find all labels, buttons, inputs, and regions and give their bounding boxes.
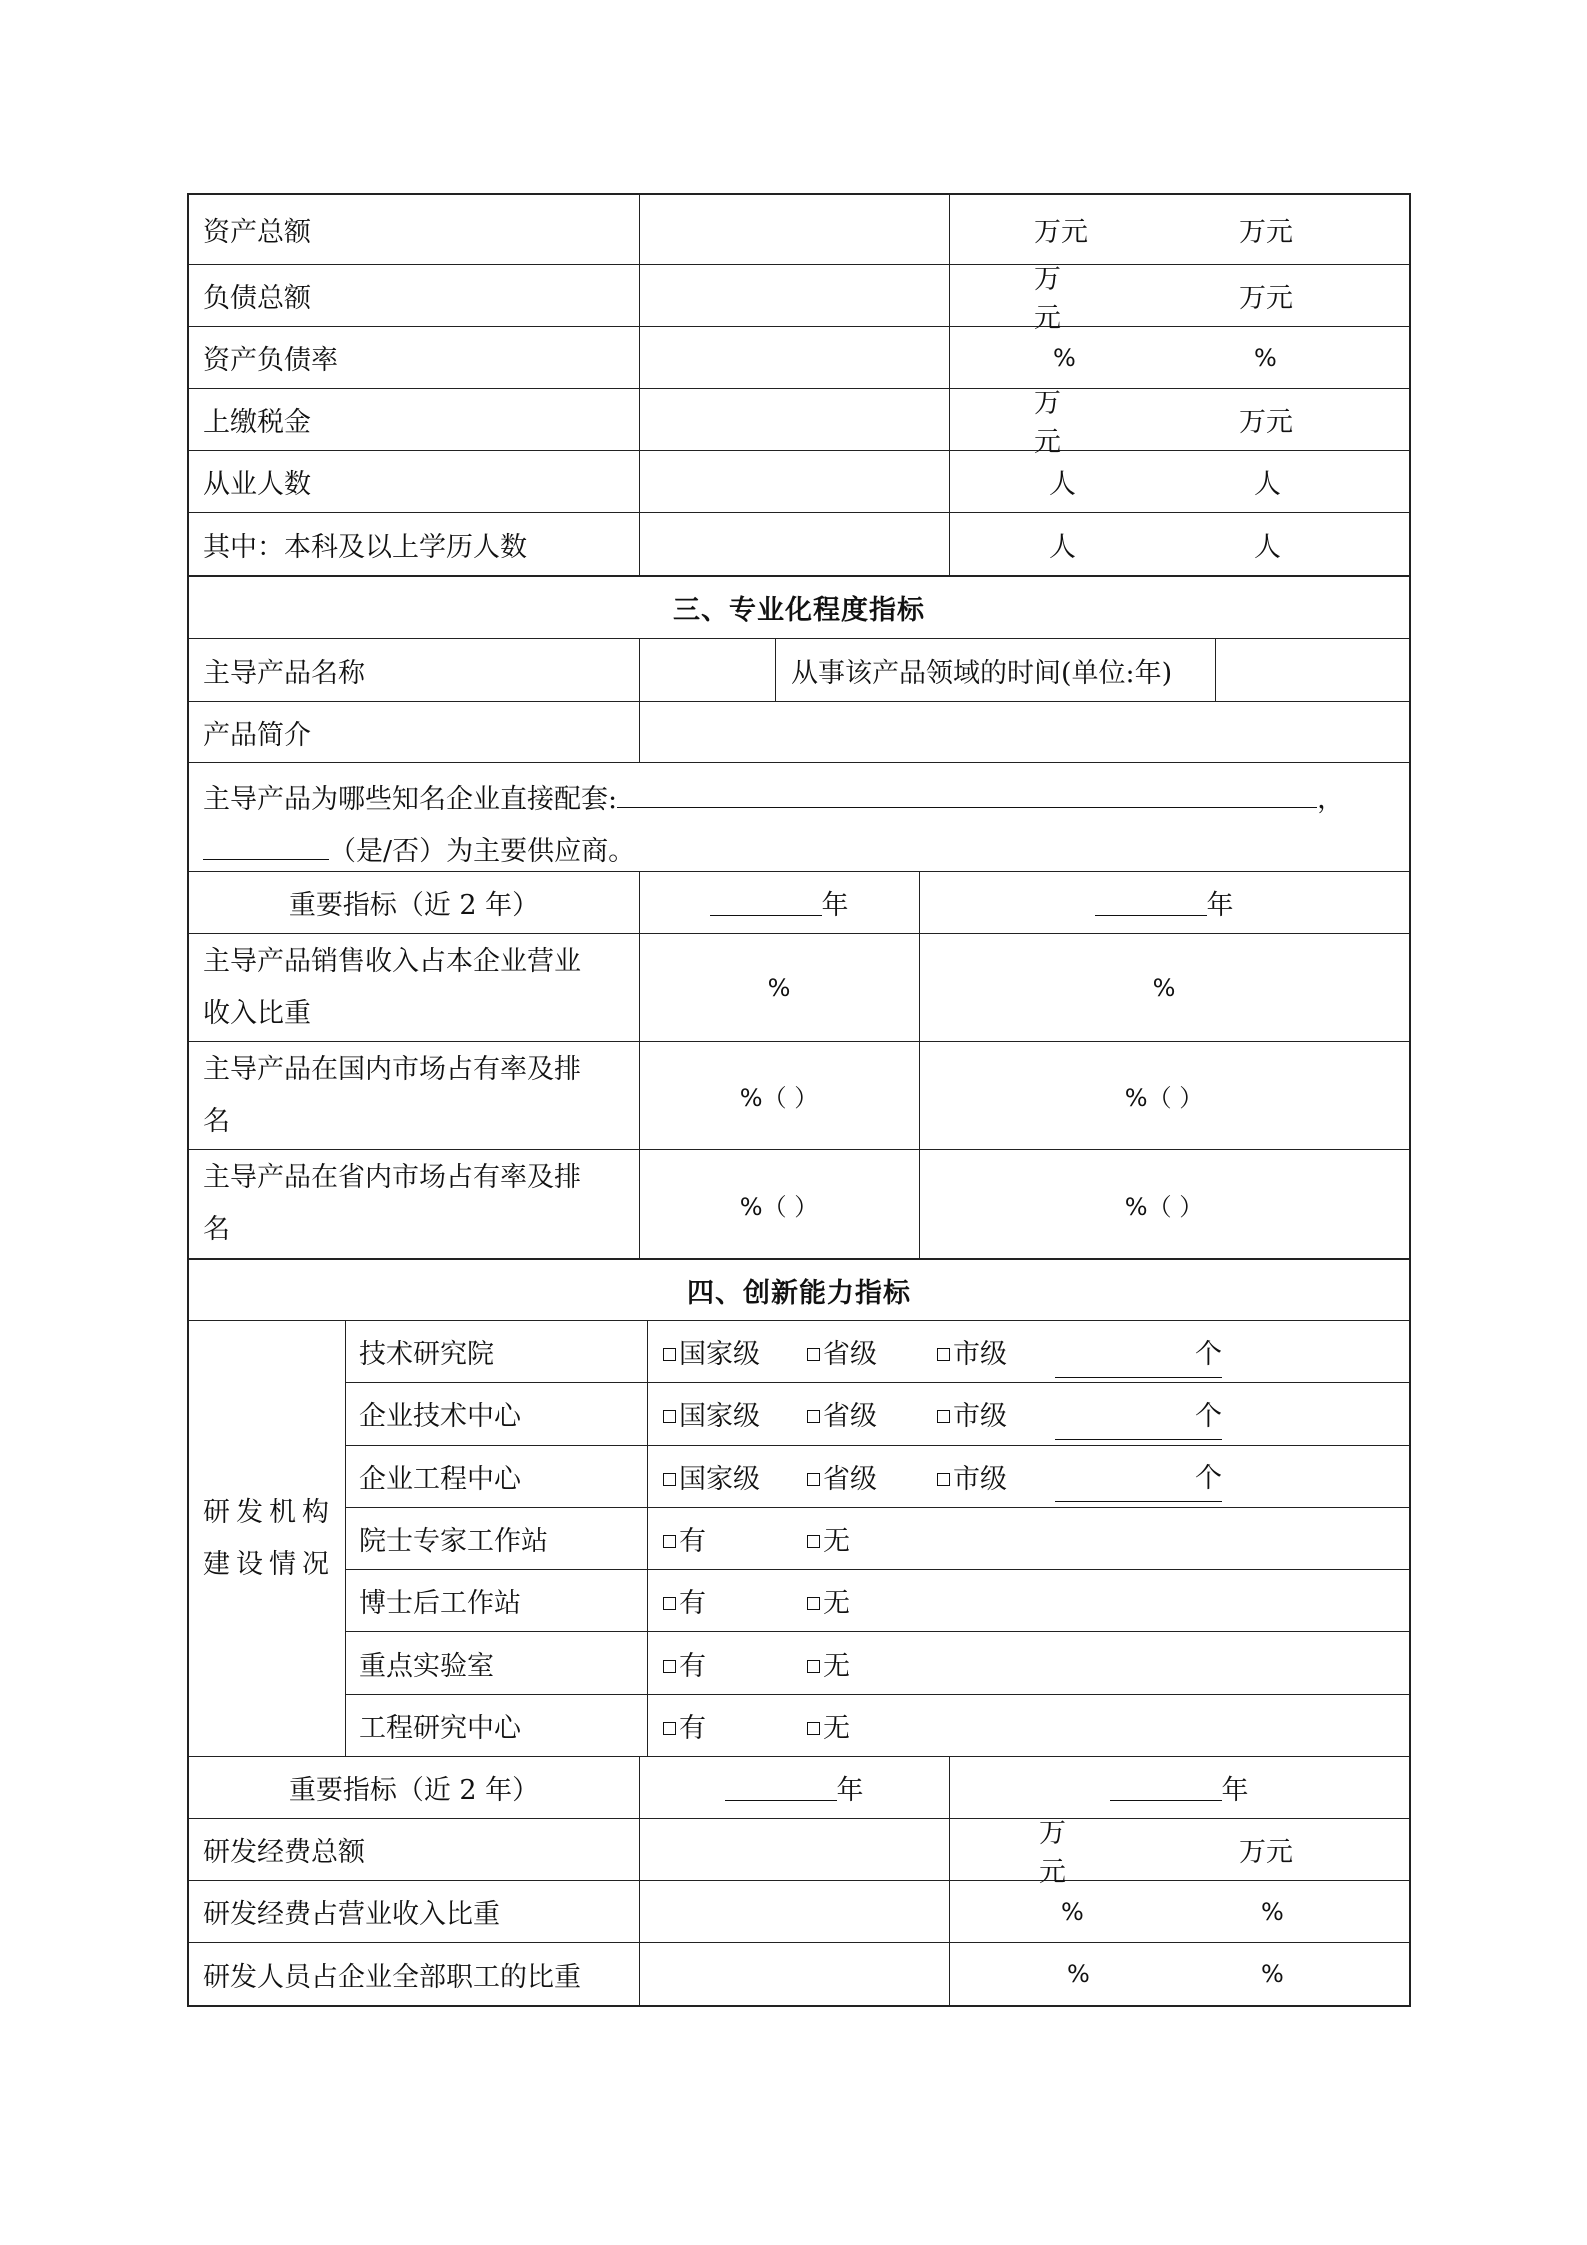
- unit-text: 万元: [1239, 283, 1293, 314]
- rd-row: [345, 1632, 1409, 1694]
- year-cell: [639, 1757, 949, 1818]
- checkbox-icon[interactable]: [663, 1660, 676, 1673]
- unit-text: 人: [1049, 469, 1076, 500]
- rd-row: [345, 1695, 1409, 1757]
- option-label: 国家级: [679, 1339, 760, 1371]
- option-label: 无: [823, 1525, 850, 1557]
- checkbox-icon[interactable]: [807, 1597, 820, 1610]
- unit-text: 万元: [1034, 217, 1088, 248]
- indicator-header: 重要指标（近 2 年）: [288, 890, 540, 921]
- option-label: 国家级: [679, 1463, 760, 1495]
- main-supplier-field[interactable]: [203, 833, 329, 860]
- row-label-line: 主导产品在省内市场占有率及排: [203, 1162, 581, 1193]
- count-unit: 个: [1195, 1338, 1222, 1370]
- table-row: [189, 702, 1409, 763]
- rd-block: [189, 1321, 1409, 1757]
- checkbox-icon[interactable]: [807, 1410, 820, 1423]
- option-yes[interactable]: [663, 1632, 706, 1693]
- option-national[interactable]: [663, 1321, 760, 1382]
- rd-row-name: 技术研究院: [359, 1339, 494, 1371]
- row-label: [189, 934, 639, 1041]
- option-municipal[interactable]: [937, 1446, 1007, 1507]
- rd-row-name: 院士专家工作站: [359, 1525, 548, 1557]
- unit-text: 人: [1254, 469, 1281, 500]
- table-row: [189, 513, 1409, 575]
- option-municipal[interactable]: [937, 1321, 1007, 1382]
- value-cell: %（ ）: [739, 1192, 819, 1221]
- option-label: 省级: [823, 1463, 877, 1495]
- option-national[interactable]: [663, 1446, 760, 1507]
- checkbox-icon[interactable]: [663, 1535, 676, 1548]
- option-no[interactable]: [807, 1508, 850, 1569]
- row-label: 资产总额: [203, 217, 311, 248]
- year-field[interactable]: [725, 1774, 837, 1801]
- rd-row: [345, 1446, 1409, 1508]
- table-row: [189, 639, 1409, 702]
- checkbox-icon[interactable]: [937, 1410, 950, 1423]
- checkbox-icon[interactable]: [807, 1348, 820, 1361]
- checkbox-icon[interactable]: [807, 1722, 820, 1735]
- rd-row-name: 重点实验室: [359, 1650, 494, 1682]
- supply-line-2-text: （是/否）为主要供应商。: [329, 836, 636, 867]
- table-row: [189, 327, 1409, 389]
- unit-text: %: [1254, 343, 1277, 372]
- year-field[interactable]: [1095, 889, 1207, 916]
- option-label: 有: [679, 1588, 706, 1620]
- count-unit: 个: [1195, 1463, 1222, 1495]
- rd-label-line: 建设情况: [203, 1548, 335, 1580]
- table-row: [189, 1042, 1409, 1150]
- value-cell: %: [767, 973, 791, 1002]
- indicator-header-row: [189, 872, 1409, 934]
- supply-customers-field[interactable]: [617, 781, 1317, 808]
- product-name-label: 主导产品名称: [203, 657, 365, 689]
- year-field[interactable]: [710, 889, 822, 916]
- row-label: [189, 1150, 639, 1258]
- row-label: 研发经费占营业收入比重: [203, 1899, 500, 1930]
- unit-text: 万元: [1034, 263, 1061, 334]
- row-label-line: 名: [203, 1105, 230, 1137]
- option-provincial[interactable]: [807, 1383, 877, 1444]
- table-row: [189, 195, 1409, 265]
- option-label: 省级: [823, 1339, 877, 1371]
- year-cell: [949, 1757, 1409, 1818]
- product-name-field[interactable]: [639, 639, 775, 701]
- section-header-row: [189, 577, 1409, 639]
- specialization-section: [187, 577, 1411, 1260]
- rd-rows: [345, 1321, 1409, 1756]
- option-national[interactable]: [663, 1383, 760, 1444]
- section-title: 三、专业化程度指标: [673, 595, 925, 626]
- count-cell: [1055, 1321, 1222, 1382]
- unit-text: %: [1261, 1897, 1284, 1926]
- value-cell: %（ ）: [1124, 1084, 1204, 1112]
- table-row: [189, 387, 1409, 458]
- row-label-line: 主导产品在国内市场占有率及排: [203, 1053, 581, 1085]
- indicator-header: 重要指标（近 2 年）: [288, 1775, 540, 1806]
- checkbox-icon[interactable]: [663, 1597, 676, 1610]
- checkbox-icon[interactable]: [807, 1660, 820, 1673]
- rd-row: [345, 1508, 1409, 1570]
- checkbox-icon[interactable]: [663, 1410, 676, 1423]
- option-label: 市级: [953, 1463, 1007, 1495]
- count-cell: [1055, 1383, 1222, 1444]
- unit-text: 万元: [1239, 407, 1293, 438]
- rd-label-line: 研发机构: [203, 1496, 335, 1528]
- row-label: [189, 1042, 639, 1149]
- option-label: 无: [823, 1713, 850, 1745]
- unit-text: 人: [1254, 531, 1281, 563]
- option-label: 有: [679, 1713, 706, 1745]
- checkbox-icon[interactable]: [663, 1348, 676, 1361]
- checkbox-icon[interactable]: [663, 1473, 676, 1486]
- value-cell: %（ ）: [1124, 1192, 1204, 1221]
- rd-row-name: 工程研究中心: [359, 1713, 521, 1745]
- option-label: 无: [823, 1650, 850, 1682]
- option-no[interactable]: [807, 1632, 850, 1693]
- year-cell: [639, 872, 919, 933]
- supply-comma: ，: [1317, 784, 1345, 815]
- unit-text: 万元: [1034, 387, 1061, 458]
- unit-text: %: [1261, 1960, 1284, 1988]
- unit-text: 人: [1049, 531, 1076, 563]
- option-label: 省级: [823, 1401, 877, 1433]
- row-label: 其中：本科及以上学历人数: [203, 531, 527, 563]
- option-no[interactable]: [807, 1695, 850, 1757]
- option-label: 市级: [953, 1401, 1007, 1433]
- row-label: 负债总额: [203, 283, 311, 314]
- checkbox-icon[interactable]: [937, 1348, 950, 1361]
- value-cell: %: [1152, 973, 1176, 1002]
- table-row: [189, 1943, 1409, 2005]
- checkbox-icon[interactable]: [937, 1473, 950, 1486]
- option-label: 市级: [953, 1339, 1007, 1371]
- count-field[interactable]: [1055, 1400, 1222, 1440]
- table-row: [189, 1881, 1409, 1943]
- count-field[interactable]: [1055, 1462, 1222, 1502]
- unit-text: 万元: [1039, 1817, 1066, 1888]
- table-row: [189, 1150, 1409, 1258]
- supply-line-2: [203, 829, 635, 868]
- checkbox-icon[interactable]: [807, 1473, 820, 1486]
- row-label: 上缴税金: [203, 407, 311, 438]
- unit-text: %: [1061, 1897, 1084, 1926]
- supply-text: 主导产品为哪些知名企业直接配套:: [203, 784, 618, 815]
- year-suffix: 年: [821, 890, 849, 921]
- table-row: [189, 263, 1409, 334]
- option-provincial[interactable]: [807, 1446, 877, 1507]
- innovation-section: [187, 1260, 1411, 2007]
- count-cell: [1055, 1446, 1222, 1507]
- row-label-line: 名: [203, 1214, 230, 1245]
- option-label: 有: [679, 1650, 706, 1682]
- supply-row: [189, 763, 1409, 872]
- unit-text: %: [1067, 1960, 1090, 1988]
- rd-row-name: 博士后工作站: [359, 1588, 521, 1620]
- product-intro-field[interactable]: [639, 702, 1409, 762]
- unit-text: 万元: [1239, 1837, 1293, 1868]
- table-row: [189, 451, 1409, 513]
- option-yes[interactable]: [663, 1508, 706, 1569]
- option-label: 有: [679, 1525, 706, 1557]
- product-intro-label: 产品简介: [203, 719, 311, 751]
- form-page: [187, 193, 1411, 2007]
- count-field[interactable]: [1055, 1338, 1222, 1378]
- year-suffix: 年: [1221, 1775, 1249, 1806]
- option-provincial[interactable]: [807, 1321, 877, 1382]
- row-label: 从业人数: [203, 469, 311, 500]
- unit-text: 万元: [1239, 217, 1293, 248]
- unit-text: %: [1053, 343, 1076, 372]
- year-field[interactable]: [1110, 1774, 1222, 1801]
- rd-row-name: 企业工程中心: [359, 1463, 521, 1495]
- financial-section: [187, 193, 1411, 577]
- option-municipal[interactable]: [937, 1383, 1007, 1444]
- rd-row: [345, 1383, 1409, 1445]
- indicator-header-row: [189, 1757, 1409, 1819]
- checkbox-icon[interactable]: [663, 1722, 676, 1735]
- option-label: 无: [823, 1588, 850, 1620]
- year-suffix: 年: [836, 1775, 864, 1806]
- table-row: [189, 1817, 1409, 1888]
- row-label-line: 收入比重: [203, 997, 311, 1029]
- option-yes[interactable]: [663, 1695, 706, 1757]
- option-no[interactable]: [807, 1570, 850, 1631]
- checkbox-icon[interactable]: [807, 1535, 820, 1548]
- value-cell: %（ ）: [739, 1084, 819, 1112]
- row-label: 资产负债率: [203, 345, 338, 376]
- row-label: 研发人员占企业全部职工的比重: [203, 1961, 581, 1993]
- rd-row-name: 企业技术中心: [359, 1401, 521, 1433]
- year-cell: [919, 872, 1409, 933]
- years-in-field-label: 从事该产品领域的时间(单位:年): [791, 657, 1173, 689]
- rd-row: [345, 1321, 1409, 1383]
- year-suffix: 年: [1206, 890, 1234, 921]
- section-title: 四、创新能力指标: [687, 1277, 911, 1309]
- rd-row: [345, 1570, 1409, 1632]
- table-row: [189, 934, 1409, 1042]
- count-unit: 个: [1195, 1400, 1222, 1432]
- option-label: 国家级: [679, 1401, 760, 1433]
- row-label-line: 主导产品销售收入占本企业营业: [203, 945, 581, 977]
- row-label: 研发经费总额: [203, 1837, 365, 1868]
- rd-label: [189, 1321, 345, 1756]
- section-header-row: [189, 1260, 1409, 1321]
- option-yes[interactable]: [663, 1570, 706, 1631]
- years-in-field-field[interactable]: [1215, 639, 1409, 701]
- supply-line-1: [203, 777, 1344, 816]
